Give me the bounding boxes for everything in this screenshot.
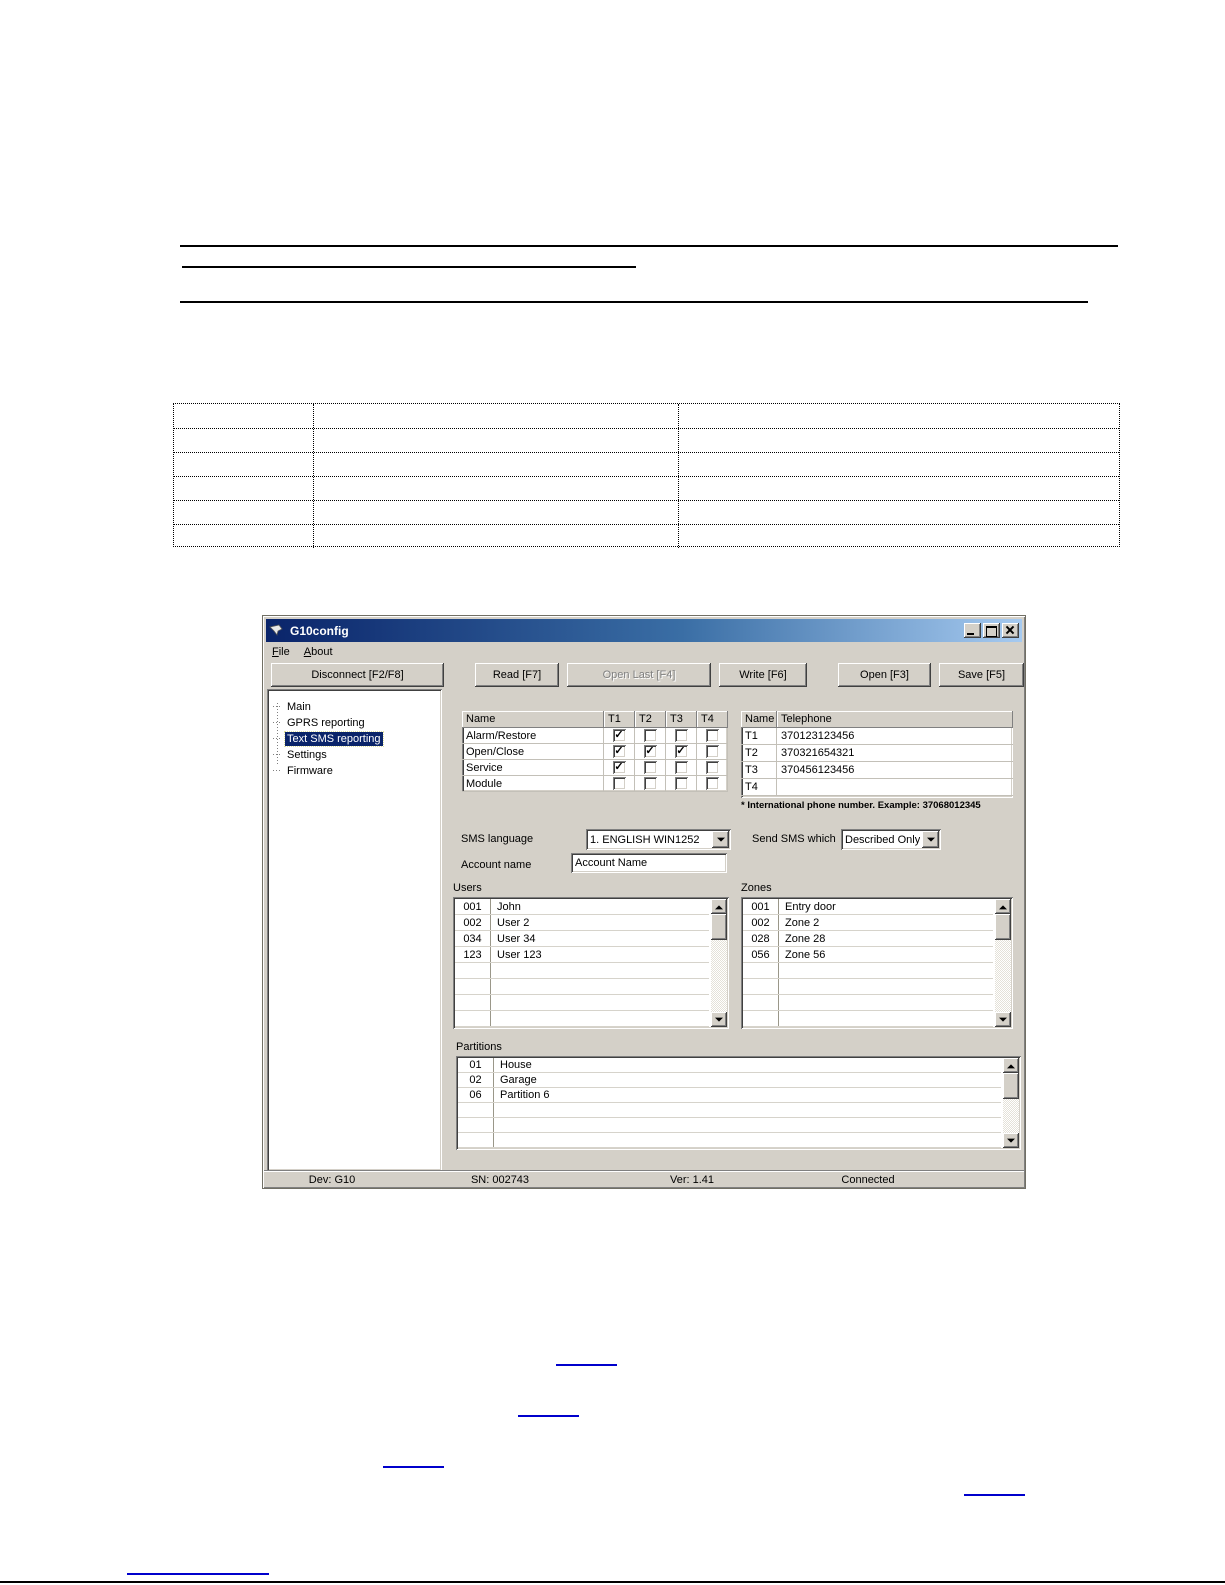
- navigation-tree: [267, 689, 442, 1171]
- table-row[interactable]: T3 370456123456: [741, 762, 1013, 779]
- table-row[interactable]: T2 370321654321: [741, 745, 1013, 762]
- scroll-down-button[interactable]: [711, 1012, 727, 1027]
- status-device: Dev: G10: [308, 1174, 356, 1186]
- list-item[interactable]: [458, 1103, 1001, 1118]
- table-header: Name Telephone: [741, 711, 1013, 728]
- dropdown-button[interactable]: [712, 831, 729, 848]
- save-button[interactable]: Save [F5]: [939, 663, 1024, 687]
- account-name-input[interactable]: Account Name: [571, 853, 727, 873]
- menu-about[interactable]: About: [303, 646, 333, 658]
- arrow-down-icon: [999, 1017, 1007, 1025]
- list-item[interactable]: 028 Zone 28: [743, 931, 993, 947]
- list-item[interactable]: [743, 995, 993, 1011]
- event-report-table: [462, 711, 728, 792]
- table-row: Open/Close ✓ ✓ ✓: [462, 744, 728, 760]
- table-row: Module: [462, 776, 728, 792]
- checkbox[interactable]: [675, 761, 688, 774]
- arrow-up-icon: [999, 901, 1007, 909]
- users-label: Users: [453, 882, 482, 894]
- table-row[interactable]: T1 370123123456: [741, 728, 1013, 745]
- checkbox[interactable]: ✓: [614, 729, 624, 741]
- list-item[interactable]: 01 House: [458, 1058, 1001, 1073]
- checkbox[interactable]: [644, 761, 657, 774]
- scrollbar-thumb[interactable]: [995, 914, 1011, 940]
- g10config-window: [262, 615, 1026, 1189]
- page-footer-rule: [0, 1581, 1225, 1583]
- scroll-down-button[interactable]: [1003, 1133, 1019, 1148]
- checkbox[interactable]: [675, 729, 688, 742]
- tree-item-gprs-reporting[interactable]: GPRS reporting: [273, 715, 367, 730]
- document-table: [173, 403, 1120, 547]
- users-list: [453, 897, 729, 1029]
- status-connection: Connected: [841, 1174, 895, 1186]
- zones-list: [741, 897, 1013, 1029]
- close-button[interactable]: [1002, 623, 1019, 638]
- arrow-down-icon: [1007, 1138, 1015, 1146]
- status-serial: SN: 002743: [470, 1174, 530, 1186]
- doc-link-underline[interactable]: [518, 1415, 579, 1417]
- tree-item-firmware[interactable]: Firmware: [273, 763, 335, 778]
- table-row: [174, 524, 1119, 548]
- list-item[interactable]: [455, 979, 709, 995]
- table-header: Name T1 T2 T3 T4: [462, 711, 728, 728]
- window-title: G10config: [290, 623, 349, 638]
- list-item[interactable]: [455, 963, 709, 979]
- maximize-button[interactable]: [983, 623, 1000, 638]
- send-sms-which-label: Send SMS which: [752, 833, 836, 845]
- read-button[interactable]: Read [F7]: [475, 663, 559, 687]
- scroll-up-button[interactable]: [1003, 1058, 1019, 1073]
- heading-rule-top: [180, 245, 1118, 247]
- table-row: [174, 500, 1119, 524]
- arrow-up-icon: [715, 901, 723, 909]
- write-button[interactable]: Write [F6]: [719, 663, 807, 687]
- checkbox[interactable]: [706, 761, 719, 774]
- list-item[interactable]: 002 Zone 2: [743, 915, 993, 931]
- chevron-down-icon: [927, 837, 935, 845]
- account-name-label: Account name: [461, 859, 532, 871]
- list-item[interactable]: [743, 979, 993, 995]
- checkbox[interactable]: [613, 777, 626, 790]
- list-item[interactable]: 02 Garage: [458, 1073, 1001, 1088]
- list-item[interactable]: 002 User 2: [455, 915, 709, 931]
- heading-rule-sub: [182, 266, 636, 268]
- checkbox[interactable]: [706, 745, 719, 758]
- minimize-button[interactable]: [964, 623, 981, 638]
- partitions-label: Partitions: [456, 1041, 502, 1053]
- list-item[interactable]: 123 User 123: [455, 947, 709, 963]
- table-row: [174, 428, 1119, 452]
- dropdown-button[interactable]: [922, 831, 939, 848]
- checkbox[interactable]: [644, 729, 657, 742]
- table-row: Service ✓: [462, 760, 728, 776]
- chevron-down-icon: [717, 837, 725, 845]
- open-button[interactable]: Open [F3]: [838, 663, 931, 687]
- open-last-button: Open Last [F4]: [567, 663, 711, 687]
- status-version: Ver: 1.41: [669, 1174, 715, 1186]
- disconnect-button[interactable]: Disconnect [F2/F8]: [271, 663, 444, 687]
- list-item[interactable]: [455, 1011, 709, 1027]
- list-item[interactable]: [743, 963, 993, 979]
- doc-link-underline[interactable]: [383, 1466, 444, 1468]
- checkbox[interactable]: ✓: [614, 761, 624, 773]
- scrollbar-thumb[interactable]: [711, 914, 727, 940]
- table-row: [174, 404, 1119, 428]
- phone-format-note: * International phone number. Example: 37068012345: [741, 800, 981, 811]
- table-row: Alarm/Restore ✓: [462, 728, 728, 744]
- doc-link-underline[interactable]: [964, 1494, 1025, 1496]
- checkbox[interactable]: [706, 729, 719, 742]
- checkbox[interactable]: [675, 777, 688, 790]
- menubar: [266, 642, 1022, 662]
- table-row[interactable]: T4: [741, 779, 1013, 796]
- vertical-scrollbar[interactable]: [995, 899, 1011, 1027]
- send-sms-which-select[interactable]: Described Only: [841, 829, 941, 850]
- arrow-down-icon: [715, 1017, 723, 1025]
- doc-link-underline[interactable]: [556, 1364, 617, 1366]
- tree-item-main[interactable]: Main: [273, 699, 313, 714]
- tree-item-text-sms-reporting[interactable]: Text SMS reporting: [273, 731, 383, 746]
- checkbox[interactable]: ✓: [614, 745, 624, 757]
- checkbox[interactable]: [644, 777, 657, 790]
- sms-language-label: SMS language: [461, 833, 534, 845]
- checkbox[interactable]: ✓: [645, 745, 655, 757]
- table-row: [174, 452, 1119, 476]
- checkbox[interactable]: [706, 777, 719, 790]
- scroll-up-button[interactable]: [995, 899, 1011, 914]
- list-item[interactable]: 056 Zone 56: [743, 947, 993, 963]
- list-item[interactable]: 034 User 34: [455, 931, 709, 947]
- list-item[interactable]: [458, 1118, 1001, 1133]
- heading-rule-section: [180, 301, 1088, 303]
- scrollbar-thumb[interactable]: [1003, 1073, 1019, 1099]
- partitions-list: [456, 1056, 1021, 1150]
- telephone-table: [741, 711, 1013, 798]
- list-item[interactable]: [458, 1133, 1001, 1148]
- list-item[interactable]: 001 Entry door: [743, 899, 993, 915]
- arrow-up-icon: [1007, 1060, 1015, 1068]
- sms-language-select[interactable]: 1. ENGLISH WIN1252: [586, 829, 731, 850]
- list-item[interactable]: 06 Partition 6: [458, 1088, 1001, 1103]
- list-item[interactable]: 001 John: [455, 899, 709, 915]
- status-bar: [264, 1170, 1024, 1187]
- checkbox[interactable]: ✓: [676, 745, 686, 757]
- app-icon: [269, 624, 285, 638]
- table-row: [174, 476, 1119, 500]
- scroll-up-button[interactable]: [711, 899, 727, 914]
- menu-file[interactable]: File: [272, 646, 290, 658]
- tree-item-settings[interactable]: Settings: [273, 747, 329, 762]
- scroll-down-button[interactable]: [995, 1012, 1011, 1027]
- vertical-scrollbar[interactable]: [711, 899, 727, 1027]
- list-item[interactable]: [455, 995, 709, 1011]
- vertical-scrollbar[interactable]: [1003, 1058, 1019, 1148]
- titlebar[interactable]: [266, 619, 1022, 642]
- zones-label: Zones: [741, 882, 772, 894]
- doc-link-underline[interactable]: [127, 1573, 269, 1575]
- list-item[interactable]: [743, 1011, 993, 1027]
